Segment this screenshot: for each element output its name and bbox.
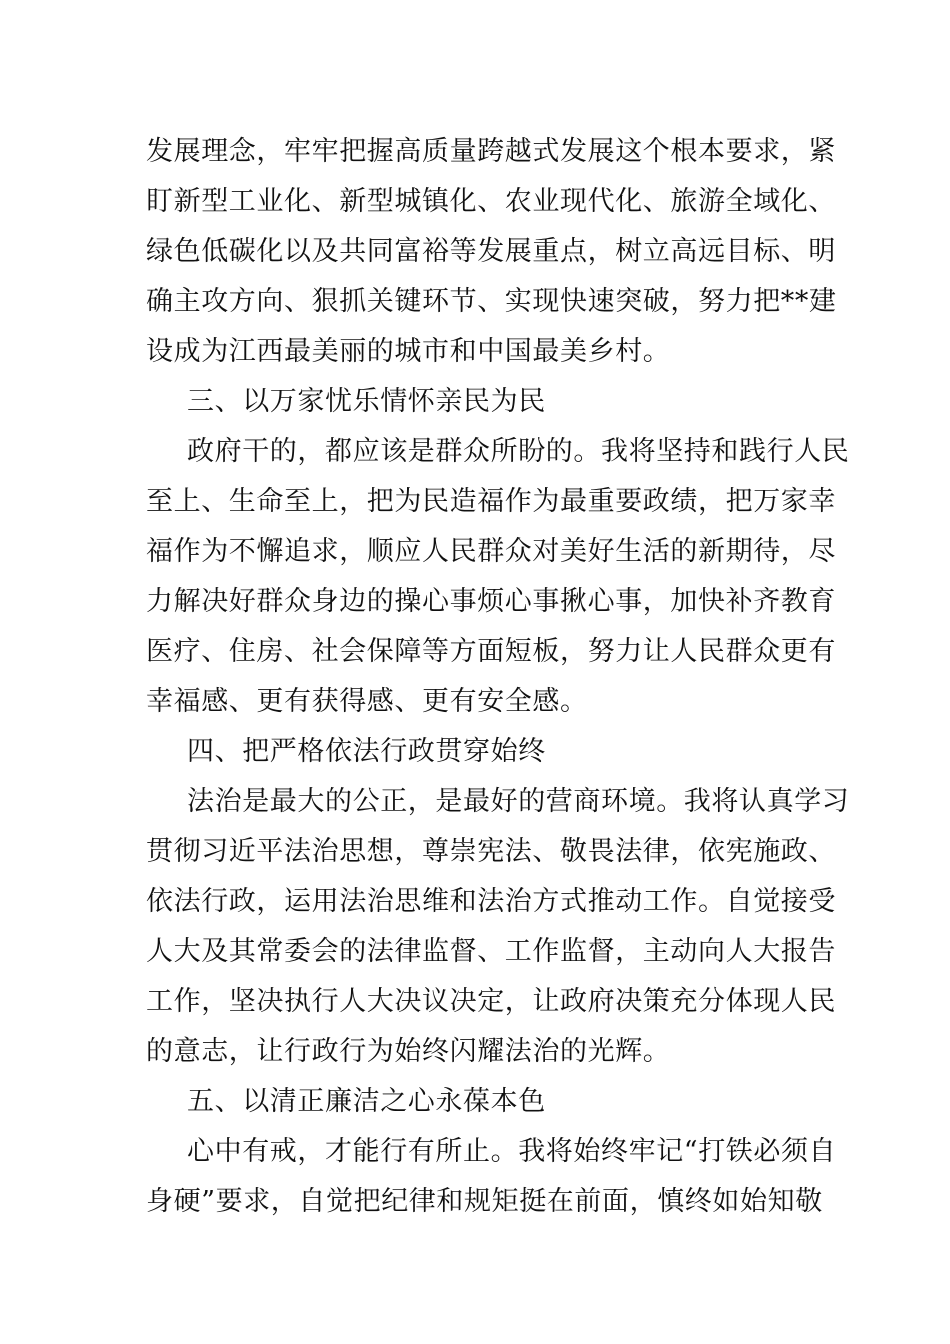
paragraph-first-line: 政府干的，都应该是群众所盼的。我将坚持和践行人民 — [187, 436, 850, 467]
text-line: 贯彻习近平法治思想，尊崇宪法、敬畏法律，依宪施政、 — [146, 836, 836, 867]
section-heading: 三、以万家忧乐情怀亲民为民 — [187, 386, 546, 417]
text-line: 人大及其常委会的法律监督、工作监督，主动向人大报告 — [146, 936, 836, 967]
section-heading: 五、以清正廉洁之心永葆本色 — [187, 1086, 546, 1117]
text-line: 依法行政，运用法治思维和法治方式推动工作。自觉接受 — [146, 886, 836, 917]
paragraph-first-line: 心中有戒，才能行有所止。我将始终牢记“打铁必须自 — [187, 1136, 837, 1167]
text-line: 力解决好群众身边的操心事烦心事揪心事，加快补齐教育 — [146, 586, 836, 617]
text-line: 设成为江西最美丽的城市和中国最美乡村。 — [146, 336, 671, 367]
text-line: 医疗、住房、社会保障等方面短板，努力让人民群众更有 — [146, 636, 836, 667]
text-line: 发展理念，牢牢把握高质量跨越式发展这个根本要求，紧 — [146, 136, 836, 167]
text-line: 确主攻方向、狠抓关键环节、实现快速突破，努力把**建 — [146, 286, 837, 317]
text-line: 至上、生命至上，把为民造福作为最重要政绩，把万家幸 — [146, 486, 836, 517]
text-line: 的意志，让行政行为始终闪耀法治的光辉。 — [146, 1036, 671, 1067]
text-line: 绿色低碳化以及共同富裕等发展重点，树立高远目标、明 — [146, 236, 836, 267]
text-line: 幸福感、更有获得感、更有安全感。 — [146, 686, 588, 717]
text-line: 盯新型工业化、新型城镇化、农业现代化、旅游全域化、 — [146, 186, 836, 217]
section-heading: 四、把严格依法行政贯穿始终 — [187, 736, 546, 767]
text-line: 福作为不懈追求，顺应人民群众对美好生活的新期待，尽 — [146, 536, 836, 567]
paragraph-first-line: 法治是最大的公正，是最好的营商环境。我将认真学习 — [187, 786, 850, 817]
text-line: 身硬”要求，自觉把纪律和规矩挺在前面，慎终如始知敬 — [146, 1186, 823, 1217]
text-line: 工作，坚决执行人大决议决定，让政府决策充分体现人民 — [146, 986, 836, 1017]
